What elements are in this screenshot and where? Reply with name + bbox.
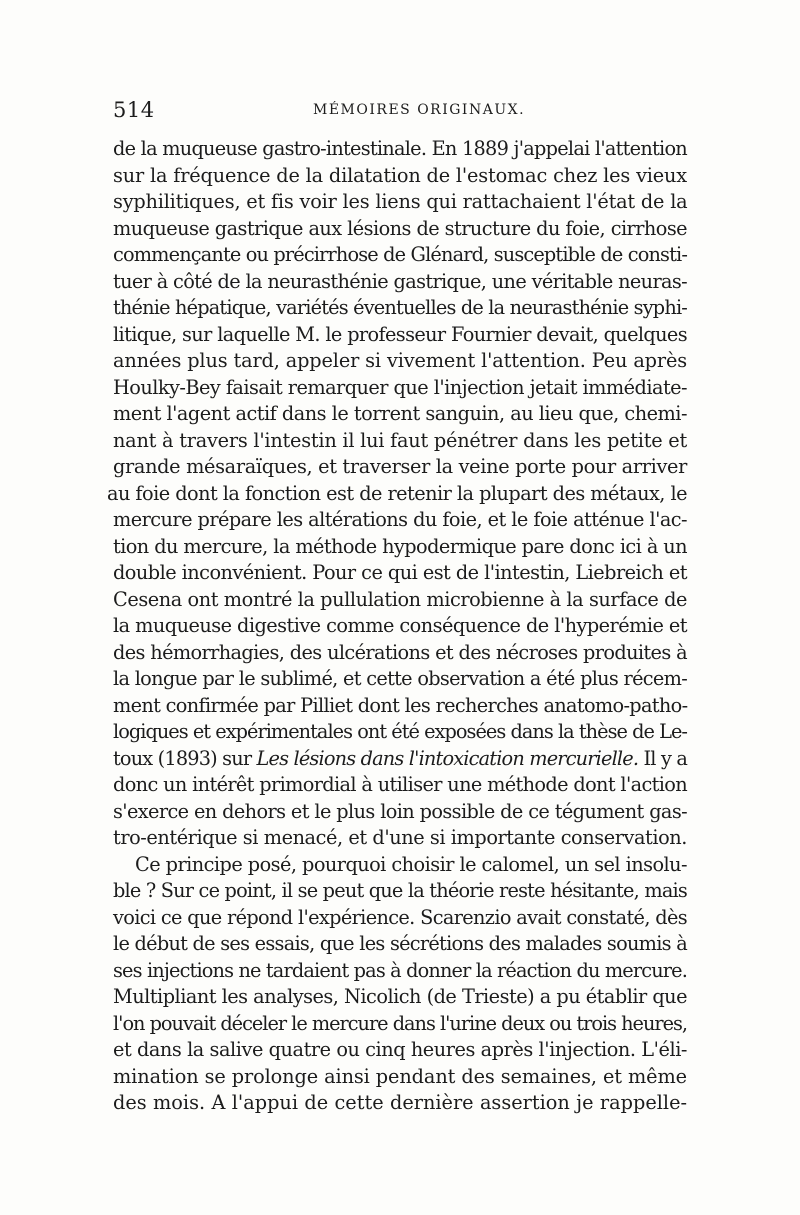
text-line: grande mésaraïques, et traverser la veine porte pour arriver	[113, 455, 688, 478]
body-text	[107, 136, 688, 1117]
text-line: tro-entérique si menacé, et d'une si importante conservation.	[113, 826, 687, 849]
running-title: MÉMOIRES ORIGINAUX.	[313, 102, 526, 118]
paragraph-2	[113, 852, 687, 1117]
text-line-with-title	[113, 746, 687, 773]
text-line: au foie dont la fonction est de retenir la plupart des métaux, le	[107, 481, 687, 505]
text-line: muqueuse gastrique aux lésions de structure du foie, cirrhose	[113, 216, 688, 240]
text-line: le début de ses essais, que les sécrétions des malades soumis à	[113, 932, 688, 955]
text-run: toux (1893) sur	[113, 746, 257, 770]
text-line: s'exerce en dehors et le plus loin possible de ce tégument gas-	[113, 799, 688, 823]
text-line: la longue par le sublimé, et cette observation a été plus récem-	[113, 667, 688, 690]
text-line: mercure prépare les altérations du foie, et le foie atténue l'ac-	[113, 508, 688, 531]
text-line: Houlky-Bey faisait remarquer que l'injection jetait immédiate-	[113, 375, 688, 399]
text-line: voici ce que répond l'expérience. Scarenzio avait constaté, dès	[113, 905, 687, 929]
text-line: ses injections ne tardaient pas à donner la réaction du mercure.	[113, 958, 688, 982]
text-line: Multipliant les analyses, Nicolich (de Trieste) a pu établir que	[113, 985, 687, 1008]
text-line: et dans la salive quatre ou cinq heures après l'injection. L'éli-	[113, 1038, 688, 1061]
text-line: ble ? Sur ce point, il se peut que la théorie reste hésitante, mais	[113, 879, 687, 902]
cited-thesis-title: Les lésions dans l'intoxication mercurielle.	[256, 746, 639, 770]
text-line: ment l'agent actif dans le torrent sanguin, au lieu que, chemi-	[113, 402, 687, 425]
page-number: 514	[113, 98, 155, 122]
text-line: des mois. A l'appui de cette dernière assertion je rappelle-	[113, 1091, 687, 1114]
text-line: Cesena ont montré la pullulation microbienne à la surface de	[113, 587, 687, 611]
text-line: années plus tard, appeler si vivement l'attention. Peu après	[113, 349, 687, 372]
text-line: mination se prolonge ainsi pendant des semaines, et même	[113, 1064, 687, 1088]
text-line: Ce principe posé, pourquoi choisir le calomel, un sel insolu-	[135, 852, 687, 876]
text-line: sur la fréquence de la dilatation de l'estomac chez les vieux	[113, 163, 687, 187]
text-line: nant à travers l'intestin il lui faut pénétrer dans les petite et	[113, 428, 687, 452]
text-line: thénie hépatique, variétés éventuelles de la neurasthénie syphi-	[113, 296, 687, 319]
text-line: tuer à côté de la neurasthénie gastrique, une véritable neuras-	[113, 269, 687, 293]
text-line: de la muqueuse gastro-intestinale. En 1889 j'appelai l'attention	[113, 137, 687, 160]
text-line: logiques et expérimentales ont été exposées dans la thèse de Le-	[113, 720, 687, 743]
text-line: l'on pouvait déceler le mercure dans l'urine deux ou trois heures,	[113, 1011, 687, 1035]
text-line: commençante ou précirrhose de Glénard, susceptible de consti-	[113, 243, 688, 266]
text-line: litique, sur laquelle M. le professeur Fournier devait, quelques	[113, 322, 687, 346]
text-line: la muqueuse digestive comme conséquence de l'hyperémie et	[113, 614, 688, 637]
text-line: double inconvénient. Pour ce qui est de l'intestin, Liebreich et	[113, 561, 687, 584]
text-line: tion du mercure, la méthode hypodermique pare donc ici à un	[113, 534, 687, 558]
running-head	[113, 98, 687, 128]
text-line: ment confirmée par Pilliet dont les recherches anatomo-patho-	[113, 693, 688, 717]
paragraph-1	[107, 136, 688, 852]
text-line: syphilitiques, et fis voir les liens qui rattachaient l'état de la	[113, 190, 688, 213]
text-line: des hémorrhagies, des ulcérations et des nécroses produites à	[113, 640, 687, 664]
text-line: donc un intérêt primordial à utiliser une méthode dont l'action	[113, 773, 688, 796]
text-run: Il y a	[638, 746, 687, 770]
